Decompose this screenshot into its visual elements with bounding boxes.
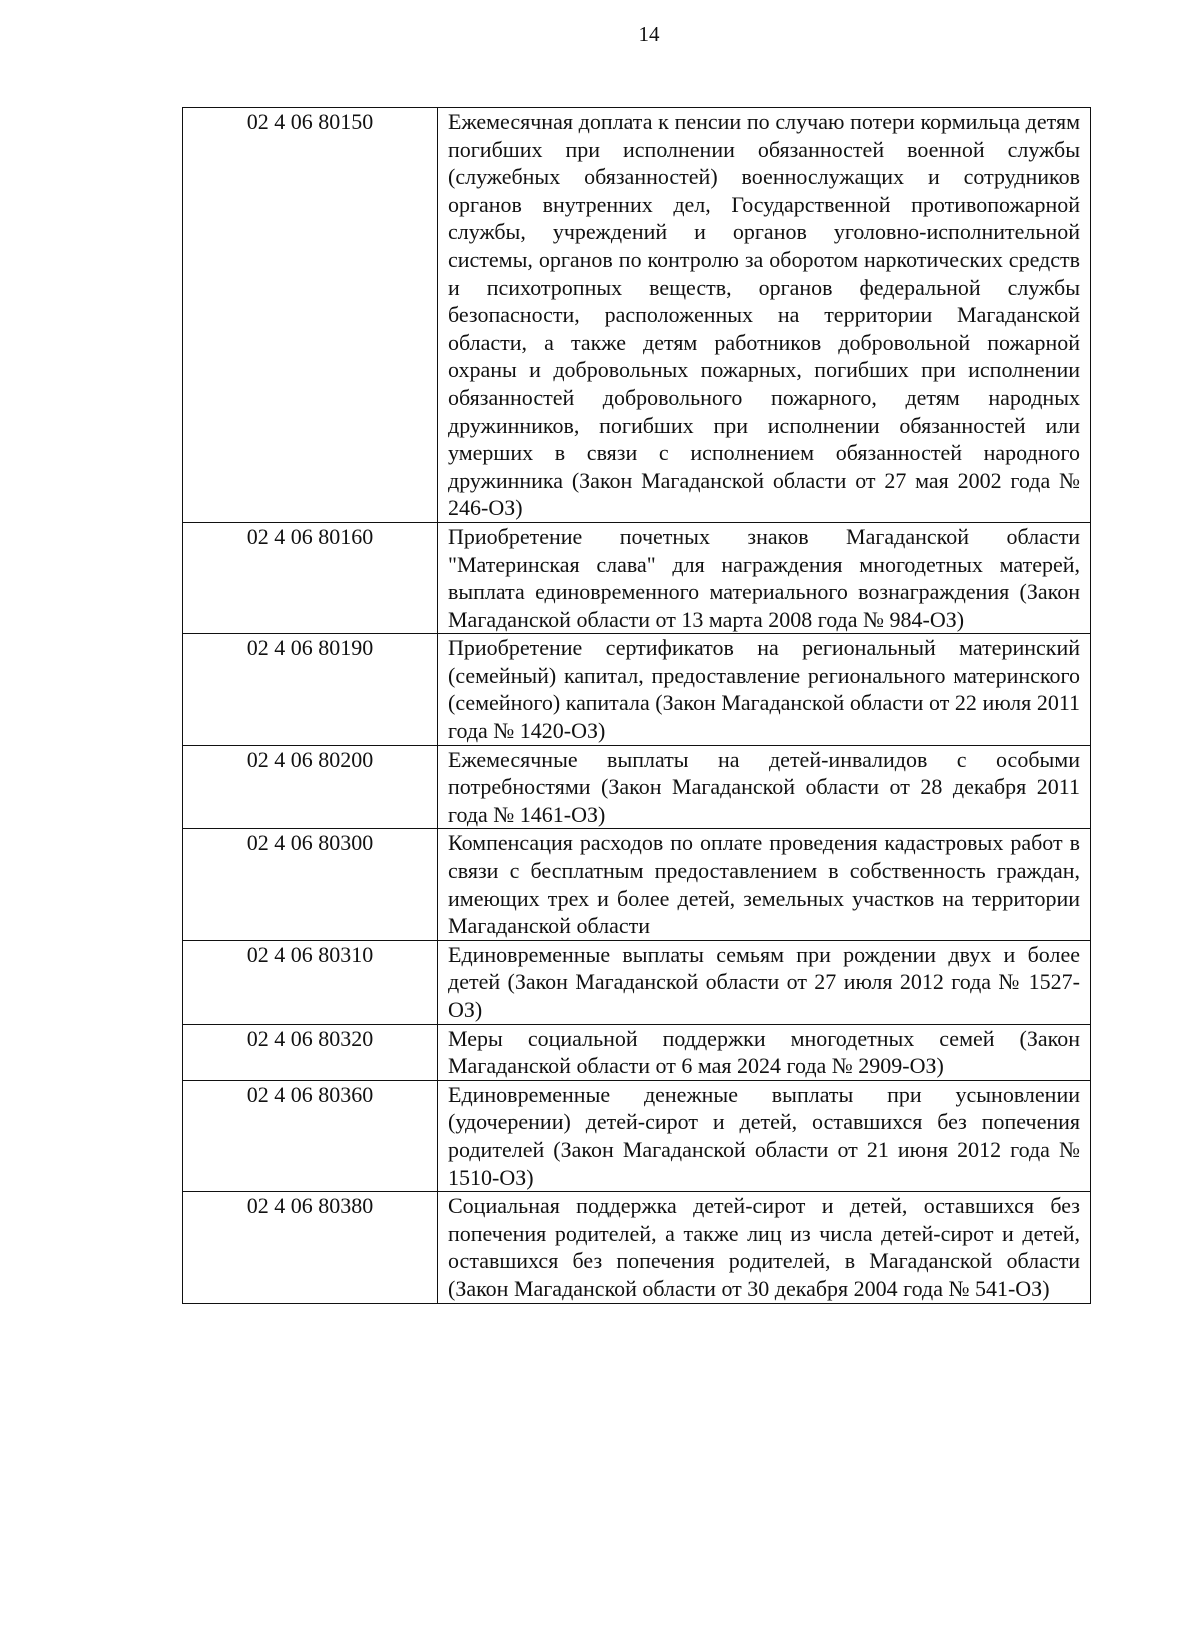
- row-code: 02 4 06 80200: [183, 745, 438, 829]
- table-row: [183, 1080, 1091, 1191]
- row-description: Единовременные денежные выплаты при усыновлении (удочерении) детей-сирот и детей, оставшихся без попечения родителей (Закон Магаданской области от 21 июня 2012 года № 1510-ОЗ): [438, 1080, 1091, 1191]
- table-row: [183, 108, 1091, 523]
- table-row: [183, 940, 1091, 1024]
- row-description: Социальная поддержка детей-сирот и детей, оставшихся без попечения родителей, а также лиц из числа детей-сирот и детей, оставшихся без попечения родителей, в Магаданской области (Закон Магаданской области от 30 декабря 2004 года № 541-ОЗ): [438, 1192, 1091, 1303]
- budget-codes-table: [182, 107, 1091, 1304]
- row-code: 02 4 06 80380: [183, 1192, 438, 1303]
- row-description: Приобретение сертификатов на региональный материнский (семейный) капитал, предоставление регионального материнского (семейного) капитала (Закон Магаданской области от 22 июля 2011 года № 1420-ОЗ): [438, 634, 1091, 745]
- row-code: 02 4 06 80190: [183, 634, 438, 745]
- row-description: Меры социальной поддержки многодетных семей (Закон Магаданской области от 6 мая 2024 года № 2909-ОЗ): [438, 1024, 1091, 1080]
- row-code: 02 4 06 80300: [183, 829, 438, 940]
- row-code: 02 4 06 80320: [183, 1024, 438, 1080]
- row-description: Ежемесячные выплаты на детей-инвалидов с особыми потребностями (Закон Магаданской области от 28 декабря 2011 года № 1461-ОЗ): [438, 745, 1091, 829]
- row-code: 02 4 06 80150: [183, 108, 438, 523]
- table-row: [183, 745, 1091, 829]
- table-row: [183, 634, 1091, 745]
- row-code: 02 4 06 80160: [183, 522, 438, 633]
- table-row: [183, 522, 1091, 633]
- page-number: 14: [638, 22, 660, 46]
- row-description: Ежемесячная доплата к пенсии по случаю потери кормильца детям погибших при исполнении обязанностей военной службы (служебных обязанностей) военнослужащих и сотрудников органов внутренних дел, Государственной противопожарной службы, учреждений и органов уголовно-исполнительной системы, органов по контролю за оборотом наркотических средств и психотропных веществ, органов федеральной службы безопасности, расположенных на территории Магаданской области, а также детям работников добровольной пожарной охраны и добровольных пожарных, погибших при исполнении обязанностей добровольного пожарного, детям народных дружинников, погибших при исполнении обязанностей или умерших в связи с исполнением обязанностей народного дружинника (Закон Магаданской области от 27 мая 2002 года № 246-ОЗ): [438, 108, 1091, 523]
- table-row: [183, 1024, 1091, 1080]
- table-row: [183, 829, 1091, 940]
- row-description: Приобретение почетных знаков Магаданской области "Материнская слава" для награждения многодетных матерей, выплата единовременного материального вознаграждения (Закон Магаданской области от 13 марта 2008 года № 984-ОЗ): [438, 522, 1091, 633]
- table-row: [183, 1192, 1091, 1303]
- row-code: 02 4 06 80360: [183, 1080, 438, 1191]
- row-description: Компенсация расходов по оплате проведения кадастровых работ в связи с бесплатным предоставлением в собственность граждан, имеющих трех и более детей, земельных участков на территории Магаданской области: [438, 829, 1091, 940]
- row-code: 02 4 06 80310: [183, 940, 438, 1024]
- row-description: Единовременные выплаты семьям при рождении двух и более детей (Закон Магаданской области от 27 июля 2012 года № 1527-ОЗ): [438, 940, 1091, 1024]
